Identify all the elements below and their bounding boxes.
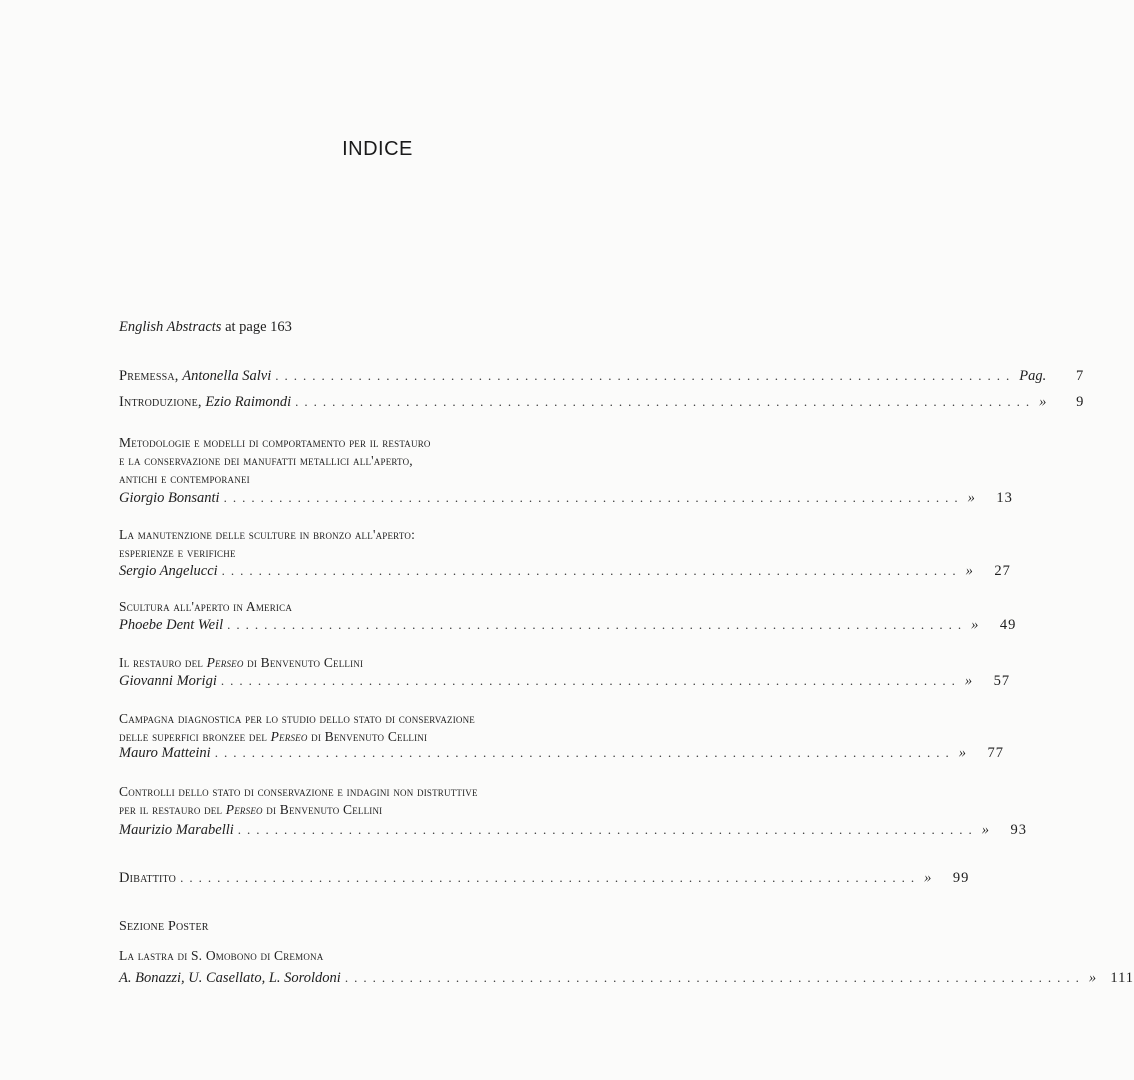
dot-leader: ................................................................................ bbox=[275, 368, 1016, 383]
toc-heading-metodologie bbox=[119, 434, 660, 488]
author-name: A. Bonazzi, U. Casellato, L. Soroldoni bbox=[119, 970, 341, 986]
page-number: 111 bbox=[1110, 970, 1134, 986]
heading-line: Il restauro del Perseo di Benvenuto Cellini bbox=[119, 655, 364, 670]
page-prefix: » bbox=[964, 673, 973, 689]
heading-line: La manutenzione delle sculture in bronzo all'aperto: bbox=[119, 527, 416, 542]
toc-entry-marabelli[interactable] bbox=[119, 822, 1028, 839]
page-number: 99 bbox=[952, 870, 970, 886]
heading-line: esperienze e verifiche bbox=[119, 545, 236, 560]
toc-entry-weil[interactable] bbox=[119, 617, 1017, 634]
toc-entry-bonsanti[interactable] bbox=[119, 490, 1013, 507]
page-prefix: » bbox=[981, 822, 990, 838]
section-label: Premessa, bbox=[119, 368, 179, 384]
author-name: Giorgio Bonsanti bbox=[119, 490, 220, 506]
dot-leader: ................................................................................ bbox=[214, 745, 955, 760]
page-prefix: » bbox=[958, 745, 966, 761]
dot-leader: ................................................................................ bbox=[221, 563, 962, 578]
dot-leader: ................................................................................ bbox=[344, 970, 1085, 985]
page-prefix: » bbox=[965, 563, 973, 579]
page-number: 13 bbox=[996, 490, 1013, 506]
dot-leader: ................................................................................ bbox=[220, 673, 961, 688]
toc-entry-angelucci[interactable] bbox=[119, 563, 1011, 580]
page-prefix: » bbox=[1088, 970, 1097, 986]
heading-line: Metodologie e modelli di comportamento per il restauro bbox=[119, 435, 431, 450]
page-number: 7 bbox=[1075, 368, 1085, 384]
page-prefix: » bbox=[967, 490, 975, 506]
author-name: Phoebe Dent Weil bbox=[119, 617, 224, 633]
toc-heading-controlli bbox=[119, 783, 660, 819]
page-number: 27 bbox=[994, 563, 1011, 579]
heading-line: La lastra di S. Omobono di Cremona bbox=[119, 948, 324, 963]
dot-leader: ................................................................................ bbox=[180, 870, 921, 885]
author-name: Sergio Angelucci bbox=[119, 563, 218, 579]
toc-entry-premessa[interactable] bbox=[119, 368, 1085, 385]
toc-heading-restauro-perseo bbox=[119, 654, 660, 672]
page-number: 93 bbox=[1010, 822, 1028, 838]
page-number: 9 bbox=[1076, 394, 1085, 410]
abstracts-page: at page 163 bbox=[225, 319, 292, 335]
abstracts-note bbox=[119, 319, 292, 336]
heading-line: antichi e contemporanei bbox=[119, 471, 250, 486]
page-prefix: » bbox=[971, 617, 979, 633]
author-name: Maurizio Marabelli bbox=[119, 822, 234, 838]
dot-leader: ................................................................................ bbox=[237, 822, 978, 837]
section-poster-heading bbox=[119, 918, 660, 936]
toc-entry-matteini[interactable] bbox=[119, 745, 1004, 762]
page-number: 77 bbox=[987, 745, 1004, 761]
author-name: Ezio Raimondi bbox=[205, 394, 292, 410]
heading-line: per il restauro del Perseo di Benvenuto Cellini bbox=[119, 802, 383, 817]
heading-line: Controlli dello stato di conservazione e indagini non distruttive bbox=[119, 784, 478, 799]
heading-line: delle superfici bronzee del Perseo di Benvenuto Cellini bbox=[119, 729, 428, 744]
author-name: Mauro Matteini bbox=[119, 745, 211, 761]
toc-entry-morigi[interactable] bbox=[119, 673, 1011, 690]
heading-line: Scultura all'aperto in America bbox=[119, 599, 293, 614]
author-name: Giovanni Morigi bbox=[119, 673, 217, 689]
toc-heading-campagna bbox=[119, 710, 660, 746]
toc-heading-manutenzione bbox=[119, 526, 660, 562]
toc-entry-lastra[interactable] bbox=[119, 970, 1134, 987]
heading-line: Campagna diagnostica per lo studio dello stato di conservazione bbox=[119, 711, 476, 726]
abstracts-label: English Abstracts bbox=[119, 319, 222, 335]
toc-heading-scultura bbox=[119, 598, 660, 616]
section-label: Dibattito bbox=[119, 870, 177, 886]
page-number: 49 bbox=[999, 617, 1017, 633]
dot-leader: ................................................................................ bbox=[223, 490, 964, 505]
page-prefix: » bbox=[924, 870, 932, 886]
author-name: Antonella Salvi bbox=[182, 368, 272, 384]
page-number: 57 bbox=[993, 673, 1011, 689]
toc-entry-introduzione[interactable] bbox=[119, 394, 1085, 411]
heading-line: e la conservazione dei manufatti metallici all'aperto, bbox=[119, 453, 413, 468]
dot-leader: ................................................................................ bbox=[227, 617, 968, 632]
section-label: Introduzione, bbox=[119, 394, 202, 410]
heading-line: Sezione Poster bbox=[119, 919, 209, 934]
page-title: INDICE bbox=[342, 138, 413, 160]
toc-heading-lastra bbox=[119, 947, 660, 965]
page-prefix: » bbox=[1039, 394, 1047, 410]
dot-leader: ................................................................................ bbox=[295, 394, 1036, 409]
page-prefix: Pag. bbox=[1019, 368, 1047, 384]
toc-entry-dibattito[interactable] bbox=[119, 870, 970, 887]
